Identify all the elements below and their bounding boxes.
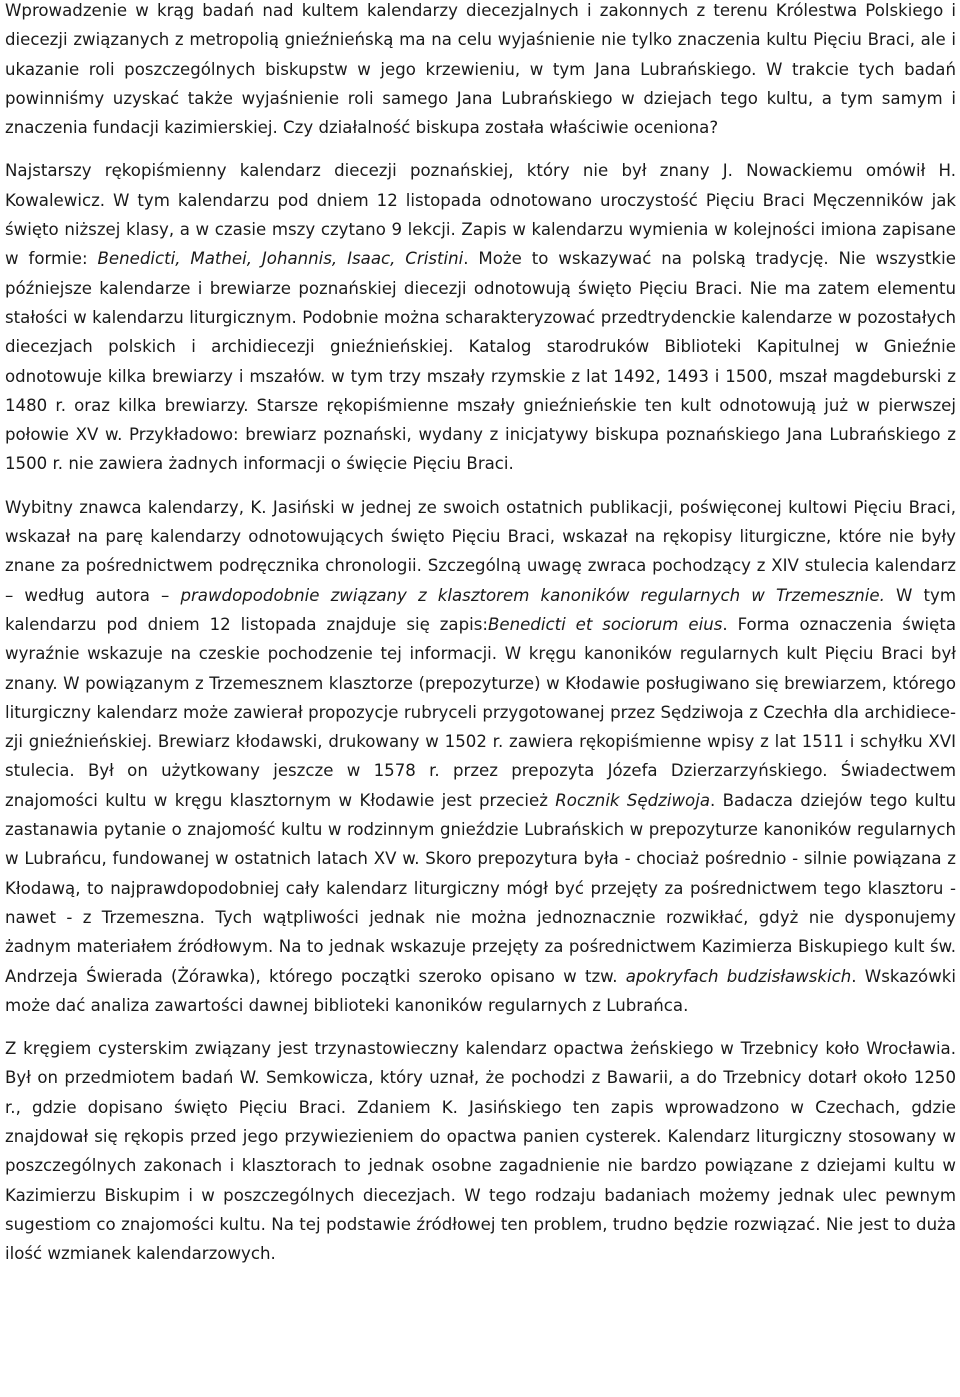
paragraph-3-text-3: . Forma oznaczenia święta wyraźnie wskazuje na czeskie pochodzenie tej informacji. W kręgu kanoników regularnych kult Pięciu Braci był znany. W powiązanym z Trzemesznem klasztorze (prepozyturze) w Kłodawie posługiwano się brewiarzem, którego liturgiczny kalendarz może zawierał propozycje rubryceli przygotowanej przez Sędziwoja z Czechła dla archidiecezji gnieźnieńskiej. Brewiarz kłodawski, drukowany w 1502 r. zawiera rękopiśmienne wpisy z lat 1511 i schyłku XVI stulecia. Był on użytkowany jeszcze w 1578 r. przez prepozyta Józefa Dzierzarzyńskiego. Świadectwem znajomości kultu w kręgu klasztornym w Kłodawie jest przecież xyxy=(5,614,957,810)
paragraph-4 xyxy=(5,1034,956,1268)
paragraph-2-italic-names: Benedicti, Mathei, Johannis, Isaac, Cristini xyxy=(97,249,464,269)
paragraph-1-text-1: Wprowadzenie w krąg badań nad kultem kalendarzy diecezjalnych i zakonnych z terenu Królestwa Polskiego i diecezji związanych z metropolią gnieźnieńską ma na celu wyjaśnienie nie tylko znaczenia kultu Pięciu Braci, ale i ukazanie roli poszczególnych biskupstw w jego krzewieniu, w tym Jana Lubrańskiego. W trakcie tych badań powinniśmy uzyskać także wyjaśnienie roli samego Jana Lubrańskiego w dziejach tego kultu, a tym samym i znaczenia fundacji kazimierskiej. Czy działalność biskupa została właściwie oceniona? xyxy=(5,1,956,138)
paragraph-3-italic-title: Rocznik Sędziwoja xyxy=(555,790,710,810)
paragraph-3-text-4: . Badacza dziejów tego kultu zastanawia pytanie o znajomość kultu w rodzinnym gnieździe Lubrańskich w prepozyturze kanoników regularnych w Lubrańcu, fundowanej w ostatnich latach XV w. Skoro prepozytura była - chociaż pośrednio - silnie powiązana z Kłodawą, to najprawdopodobniej cały kalendarz liturgiczny mógł być przejęty za pośrednictwem tego klasztoru - nawet - z Trzemeszna. Tych wątpliwości jednak nie można jednoznacznie rozwikłać, gdyż nie dysponujemy żadnym materiałem źródłowym. Na to jednak wskazuje przejęty za pośrednictwem Kazimierza Biskupiego kult św. Andrzeja Świerada (Żórawka), którego początki szeroko opisano w tzw. xyxy=(5,790,956,986)
paragraph-3-text-1: Wybitny znawca kalendarzy, K. Jasiński w jednej ze swoich ostatnich publikacji, poświęconej kultowi Pięciu Braci, wskazał na parę kalendarzy odnotowujących święto Pięciu Braci, wskazał na rękopisy liturgiczne, które nie były znane za pośrednictwem podręcznika chronologii. Szczególną uwagę zwraca pochodzący z XIV stulecia kalendarz – według autora – xyxy=(5,497,956,605)
paragraph-3-italic-apocrypha: apokryfach budzisławskich xyxy=(625,966,852,986)
paragraph-2 xyxy=(5,156,956,478)
paragraph-2-text-1: Najstarszy rękopiśmienny kalendarz diecezji poznańskiej, który nie był znany J. Nowackiemu omówił H. Kowalewicz. W tym kalendarzu pod dniem 12 listopada odnotowano uroczystość Pięciu Braci Męczenników jak święto niższej klasy, a w czasie mszy czytano 9 lekcji. Zapis w kalendarzu wymienia w kolejności imiona zapisane w formie: xyxy=(5,161,956,269)
paragraph-2-text-2: . Może to wskazywać na polską tradycję. Nie wszystkie późniejsze kalendarze i brewiarze poznańskiej diecezji odnotowują święto Pięciu Braci. Nie ma zatem elementu stałości w kalendarzu liturgicznym. Podobnie można scharakteryzować przedtrydenckie kalendarze w pozostałych diecezjach polskich i archidiecezji gnieźnieńskiej. Katalog starodruków Biblioteki Kapitulnej w Gnieźnie odnotowuje kilka brewiarzy i mszałów. w tym trzy mszały rzymskie z lat 1492, 1493 i 1500, mszał magdeburski z 1480 r. oraz kilka brewiarzy. Starsze rękopiśmienne mszały gnieźnieńskie ten kult odnotowują już w pierwszej połowie XV w. Przykładowo: brewiarz poznański, wydany z inicjatywy biskupa poznańskiego Jana Lubrańskiego z 1500 r. nie zawiera żadnych informacji o święcie Pięciu Braci. xyxy=(5,249,956,474)
paragraph-3-italic-inscription: Benedicti et sociorum eius xyxy=(487,614,723,634)
paragraph-3-text-5: . Wskazówki może dać analiza zawartości dawnej biblioteki kanoników regularnych z Lubrańca. xyxy=(5,966,957,1015)
paragraph-4-text-1: Z kręgiem cysterskim związany jest trzynastowieczny kalendarz opactwa żeńskiego w Trzebnicy koło Wrocławia. Był on przedmiotem badań W. Semkowicza, który uznał, że pochodzi z Bawarii, a do Trzebnicy dotarł około 1250 r., gdzie dopisano święto Pięciu Braci. Zdaniem K. Jasińskiego ten zapis wprowadzono w Czechach, gdzie znajdował się rękopis przed jego przywiezieniem do opactwa panien cysterek. Kalendarz liturgiczny stosowany w poszczególnych zakonach i klasztorach to jednak osobne zagadnienie nie bardzo powiązane z dziejami kultu w Kazimierzu Biskupim i w poszczególnych diecezjach. W tego rodzaju badaniach możemy jednak ulec pewnym sugestiom co znajomości kultu. Na tej podstawie źródłowej ten problem, trudno będzie rozwiązać. Nie jest to duża ilość wzmianek kalendarzowych. xyxy=(5,1039,956,1264)
paragraph-3 xyxy=(5,493,956,1020)
paragraph-1 xyxy=(5,0,956,142)
paragraph-3-text-2: W tym kalendarzu pod dniem 12 listopada znajduje się zapis: xyxy=(5,585,957,634)
paragraph-3-italic-quote: prawdopodobnie związany z klasztorem kanoników regularnych w Trzemesznie. xyxy=(180,585,885,605)
